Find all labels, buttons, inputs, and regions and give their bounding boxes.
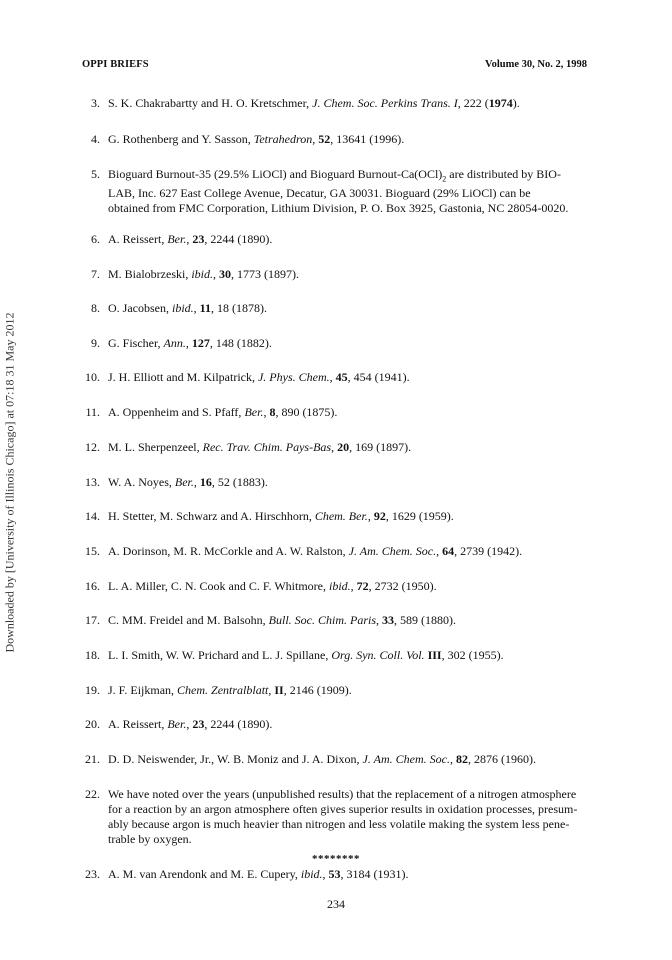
reference-number: 8. bbox=[91, 301, 100, 315]
reference-text: M. Bialobrzeski, ibid., 30, 1773 (1897). bbox=[108, 267, 299, 281]
reference-number: 5. bbox=[91, 167, 100, 181]
reference-number: 18. bbox=[85, 648, 100, 662]
reference-text: A. Dorinson, M. R. McCorkle and A. W. Ralston, J. Am. Chem. Soc., 64, 2739 (1942). bbox=[108, 544, 523, 558]
reference-number: 10. bbox=[85, 370, 100, 384]
reference-text: H. Stetter, M. Schwarz and A. Hirschhorn, Chem. Ber., 92, 1629 (1959). bbox=[108, 509, 454, 523]
reference-text: C. MM. Freidel and M. Balsohn, Bull. Soc. Chim. Paris, 33, 589 (1880). bbox=[108, 613, 457, 627]
download-watermark: Downloaded by [University of Illinois Chicago] at 07:18 31 May 2012 bbox=[2, 312, 17, 653]
reference-text: G. Fischer, Ann., 127, 148 (1882). bbox=[108, 336, 272, 350]
reference-number: 11. bbox=[85, 405, 100, 419]
reference-number: 21. bbox=[85, 752, 100, 766]
reference-number: 22. bbox=[85, 787, 100, 801]
reference-text: L. I. Smith, W. W. Prichard and L. J. Spillane, Org. Syn. Coll. Vol. III, 302 (1955). bbox=[108, 648, 504, 662]
reference-text: S. K. Chakrabartty and H. O. Kretschmer, J. Chem. Soc. Perkins Trans. I, 222 (1974). bbox=[108, 96, 520, 110]
reference-text: O. Jacobsen, ibid., 11, 18 (1878). bbox=[108, 301, 267, 315]
reference-number: 6. bbox=[91, 232, 100, 246]
reference-number: 14. bbox=[85, 509, 100, 523]
reference-number: 15. bbox=[85, 544, 100, 558]
reference-text: We have noted over the years (unpublished results) that the replacement of a nitrogen atmosphere for a reaction by an argon atmosphere often gives superior results in oxidation processes, presum- ably because argon is much heavier than nitrogen and less volatile making the system less pene- trable by oxygen. bbox=[108, 787, 578, 846]
reference-text: L. A. Miller, C. N. Cook and C. F. Whitmore, ibid., 72, 2732 (1950). bbox=[108, 579, 437, 593]
page-number: 234 bbox=[327, 897, 345, 911]
header-volume: Volume 30, No. 2, 1998 bbox=[485, 59, 587, 70]
reference-number: 17. bbox=[85, 613, 100, 627]
reference-number: 16. bbox=[85, 579, 100, 593]
reference-text: Bioguard Burnout-35 (29.5% LiOCl) and Bioguard Burnout-$Ca(OCl)_2$ are distributed by BIO- LAB, Inc. 627 East College Avenue, Decatur, GA 30031. Bioguard (29% LiOCl) can be obtained from FMC Corporation, Lithium Division, P. O. Box 3925, Gastonia, NC 28054-0020. bbox=[108, 167, 569, 216]
reference-text: J. F. Eijkman, Chem. Zentralblatt, II, 2146 (1909). bbox=[108, 683, 352, 697]
reference-text: A. Reissert, Ber., 23, 2244 (1890). bbox=[108, 232, 273, 246]
reference-text: D. D. Neiswender, Jr., W. B. Moniz and J. A. Dixon, J. Am. Chem. Soc., 82, 2876 (1960). bbox=[108, 752, 536, 766]
reference-text: G. Rothenberg and Y. Sasson, Tetrahedron, 52, 13641 (1996). bbox=[108, 132, 405, 146]
reference-text: J. H. Elliott and M. Kilpatrick, J. Phys. Chem., 45, 454 (1941). bbox=[108, 370, 410, 384]
reference-number: 7. bbox=[91, 267, 100, 281]
reference-number: 20. bbox=[85, 717, 100, 731]
reference-number: 19. bbox=[85, 683, 100, 697]
reference-text: A. Reissert, Ber., 23, 2244 (1890). bbox=[108, 717, 273, 731]
header-journal-section: OPPI BRIEFS bbox=[82, 59, 149, 70]
reference-number: 12. bbox=[85, 440, 100, 454]
reference-text: A. Oppenheim and S. Pfaff, Ber., 8, 890 (1875). bbox=[108, 405, 338, 419]
reference-number: 13. bbox=[85, 475, 100, 489]
reference-number: 4. bbox=[91, 132, 100, 146]
reference-text: W. A. Noyes, Ber., 16, 52 (1883). bbox=[108, 475, 268, 489]
reference-number: 9. bbox=[91, 336, 100, 350]
reference-text: M. L. Sherpenzeel, Rec. Trav. Chim. Pays-Bas, 20, 169 (1897). bbox=[108, 440, 412, 454]
running-header bbox=[82, 59, 587, 75]
reference-number: 3. bbox=[91, 96, 100, 110]
end-of-section-mark: ******** bbox=[312, 853, 360, 865]
reference-number: 23. bbox=[85, 867, 100, 881]
reference-text: A. M. van Arendonk and M. E. Cupery, ibid., 53, 3184 (1931). bbox=[108, 867, 409, 881]
